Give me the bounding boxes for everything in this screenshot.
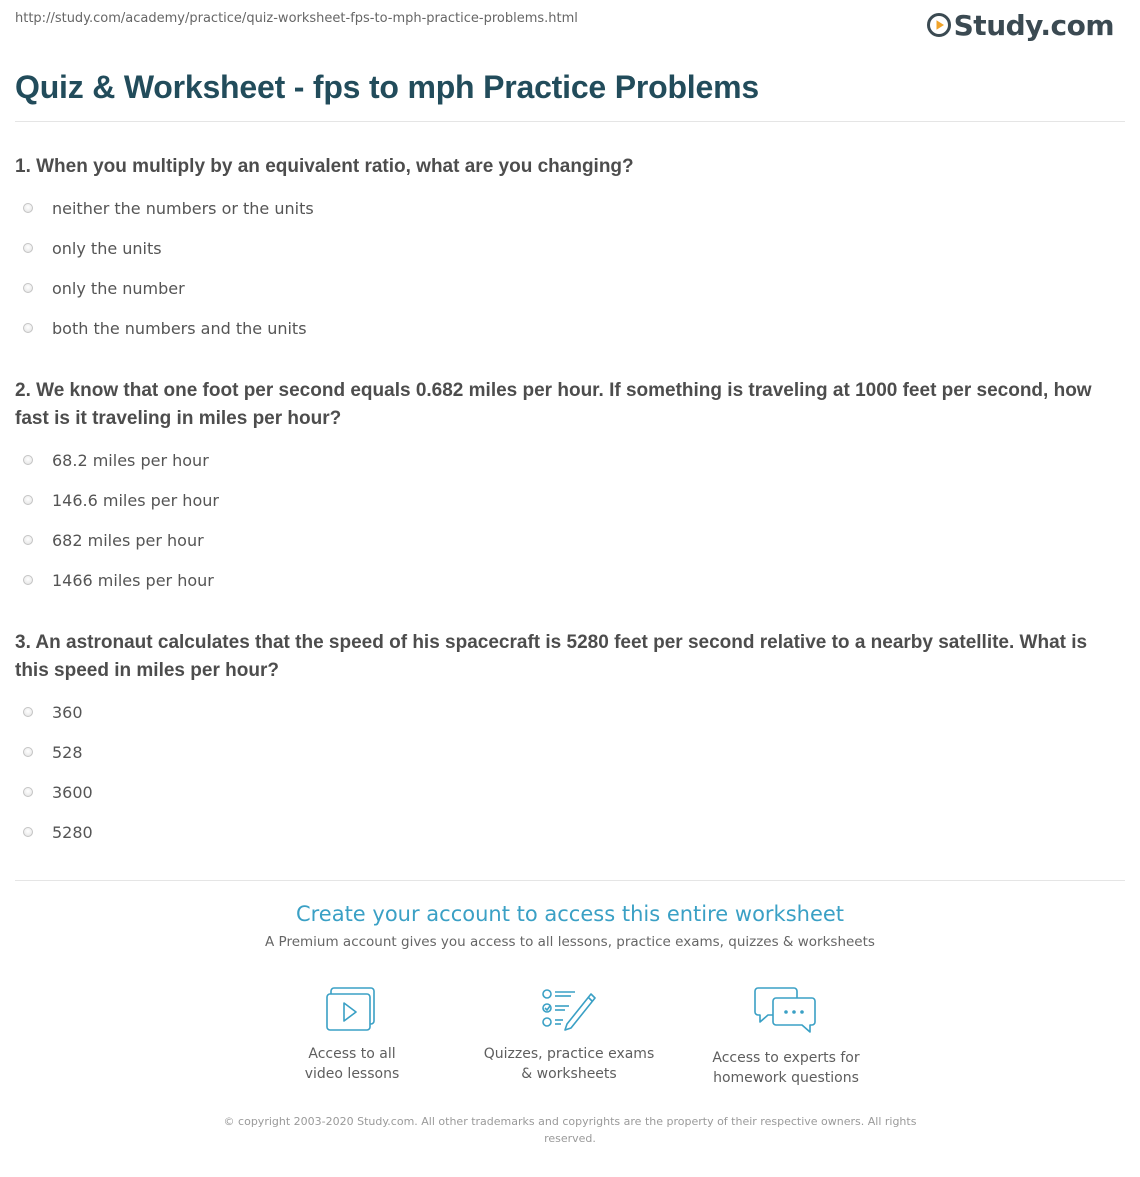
answer-label: only the number — [52, 278, 185, 298]
page-title: Quiz & Worksheet - fps to mph Practice Problems — [15, 69, 759, 105]
radio-button-icon[interactable] — [23, 707, 33, 717]
answer-label: 360 — [52, 702, 83, 722]
radio-button-icon[interactable] — [23, 203, 33, 213]
radio-button-icon[interactable] — [23, 787, 33, 797]
feature-label-line: Access to all — [308, 1046, 396, 1062]
answer-option[interactable] — [15, 268, 1125, 308]
feature-video-lessons — [242, 986, 462, 1084]
answer-label: 528 — [52, 742, 83, 762]
feature-label — [459, 1044, 679, 1084]
answer-label: only the units — [52, 238, 162, 258]
title-divider — [15, 121, 1125, 122]
answer-option[interactable] — [15, 308, 1125, 348]
page-url: http://study.com/academy/practice/quiz-worksheet-fps-to-mph-practice-problems.html — [15, 11, 578, 26]
feature-label-line: video lessons — [304, 1066, 400, 1082]
answer-option[interactable] — [15, 228, 1125, 268]
logo-text: Study.com — [953, 8, 1114, 42]
answer-options — [15, 692, 1125, 852]
question-1 — [15, 153, 1125, 348]
question-text: 3. An astronaut calculates that the speed of his spacecraft is 5280 feet per second relative to a nearby satellite. What is this speed in miles per hour? — [15, 632, 1088, 681]
answer-label: 3600 — [52, 782, 93, 802]
feature-quizzes — [459, 986, 679, 1084]
radio-button-icon[interactable] — [23, 747, 33, 757]
radio-button-icon[interactable] — [23, 827, 33, 837]
chat-bubbles-icon — [754, 986, 818, 1036]
cta-subtitle: A Premium account gives you access to all lessons, practice exams, quizzes & worksheets — [265, 934, 875, 950]
radio-button-icon[interactable] — [23, 455, 33, 465]
answer-label: 1466 miles per hour — [52, 570, 214, 590]
question-3 — [15, 629, 1125, 852]
video-lesson-icon — [326, 986, 378, 1032]
study-logo[interactable] — [927, 7, 1114, 43]
radio-button-icon[interactable] — [23, 575, 33, 585]
feature-label-line: Quizzes, practice exams — [483, 1046, 655, 1062]
question-2 — [15, 377, 1125, 600]
answer-label: 682 miles per hour — [52, 530, 204, 550]
answer-option[interactable] — [15, 440, 1125, 480]
feature-label — [242, 1044, 462, 1084]
radio-button-icon[interactable] — [23, 283, 33, 293]
cta-divider — [15, 880, 1125, 881]
checklist-pencil-icon — [541, 986, 597, 1032]
radio-button-icon[interactable] — [23, 535, 33, 545]
feature-label-line: homework questions — [713, 1070, 859, 1086]
answer-label: neither the numbers or the units — [52, 198, 314, 218]
feature-experts — [676, 986, 896, 1088]
answer-label: 146.6 miles per hour — [52, 490, 219, 510]
answer-option[interactable] — [15, 560, 1125, 600]
question-text: 2. We know that one foot per second equals 0.682 miles per hour. If something is traveling at 1000 feet per second, how fast is it traveling in miles per hour? — [15, 380, 1092, 429]
play-circle-logo-icon — [927, 13, 951, 37]
feature-label-line: Access to experts for — [712, 1050, 860, 1066]
question-text: 1. When you multiply by an equivalent ratio, what are you changing? — [15, 156, 634, 177]
answer-options — [15, 188, 1125, 348]
answer-option[interactable] — [15, 520, 1125, 560]
answer-label: 68.2 miles per hour — [52, 450, 209, 470]
answer-options — [15, 440, 1125, 600]
answer-label: 5280 — [52, 822, 93, 842]
radio-button-icon[interactable] — [23, 323, 33, 333]
answer-option[interactable] — [15, 692, 1125, 732]
answer-option[interactable] — [15, 480, 1125, 520]
feature-label — [676, 1048, 896, 1088]
radio-button-icon[interactable] — [23, 243, 33, 253]
answer-option[interactable] — [15, 732, 1125, 772]
feature-label-line: & worksheets — [521, 1066, 617, 1082]
answer-option[interactable] — [15, 772, 1125, 812]
radio-button-icon[interactable] — [23, 495, 33, 505]
copyright-notice: © copyright 2003-2020 Study.com. All other trademarks and copyrights are the property of their respective owners. All rights reserved. — [223, 1115, 917, 1145]
answer-label: both the numbers and the units — [52, 318, 307, 338]
answer-option[interactable] — [15, 812, 1125, 852]
answer-option[interactable] — [15, 188, 1125, 228]
cta-title-link[interactable]: Create your account to access this entire worksheet — [295, 902, 845, 926]
